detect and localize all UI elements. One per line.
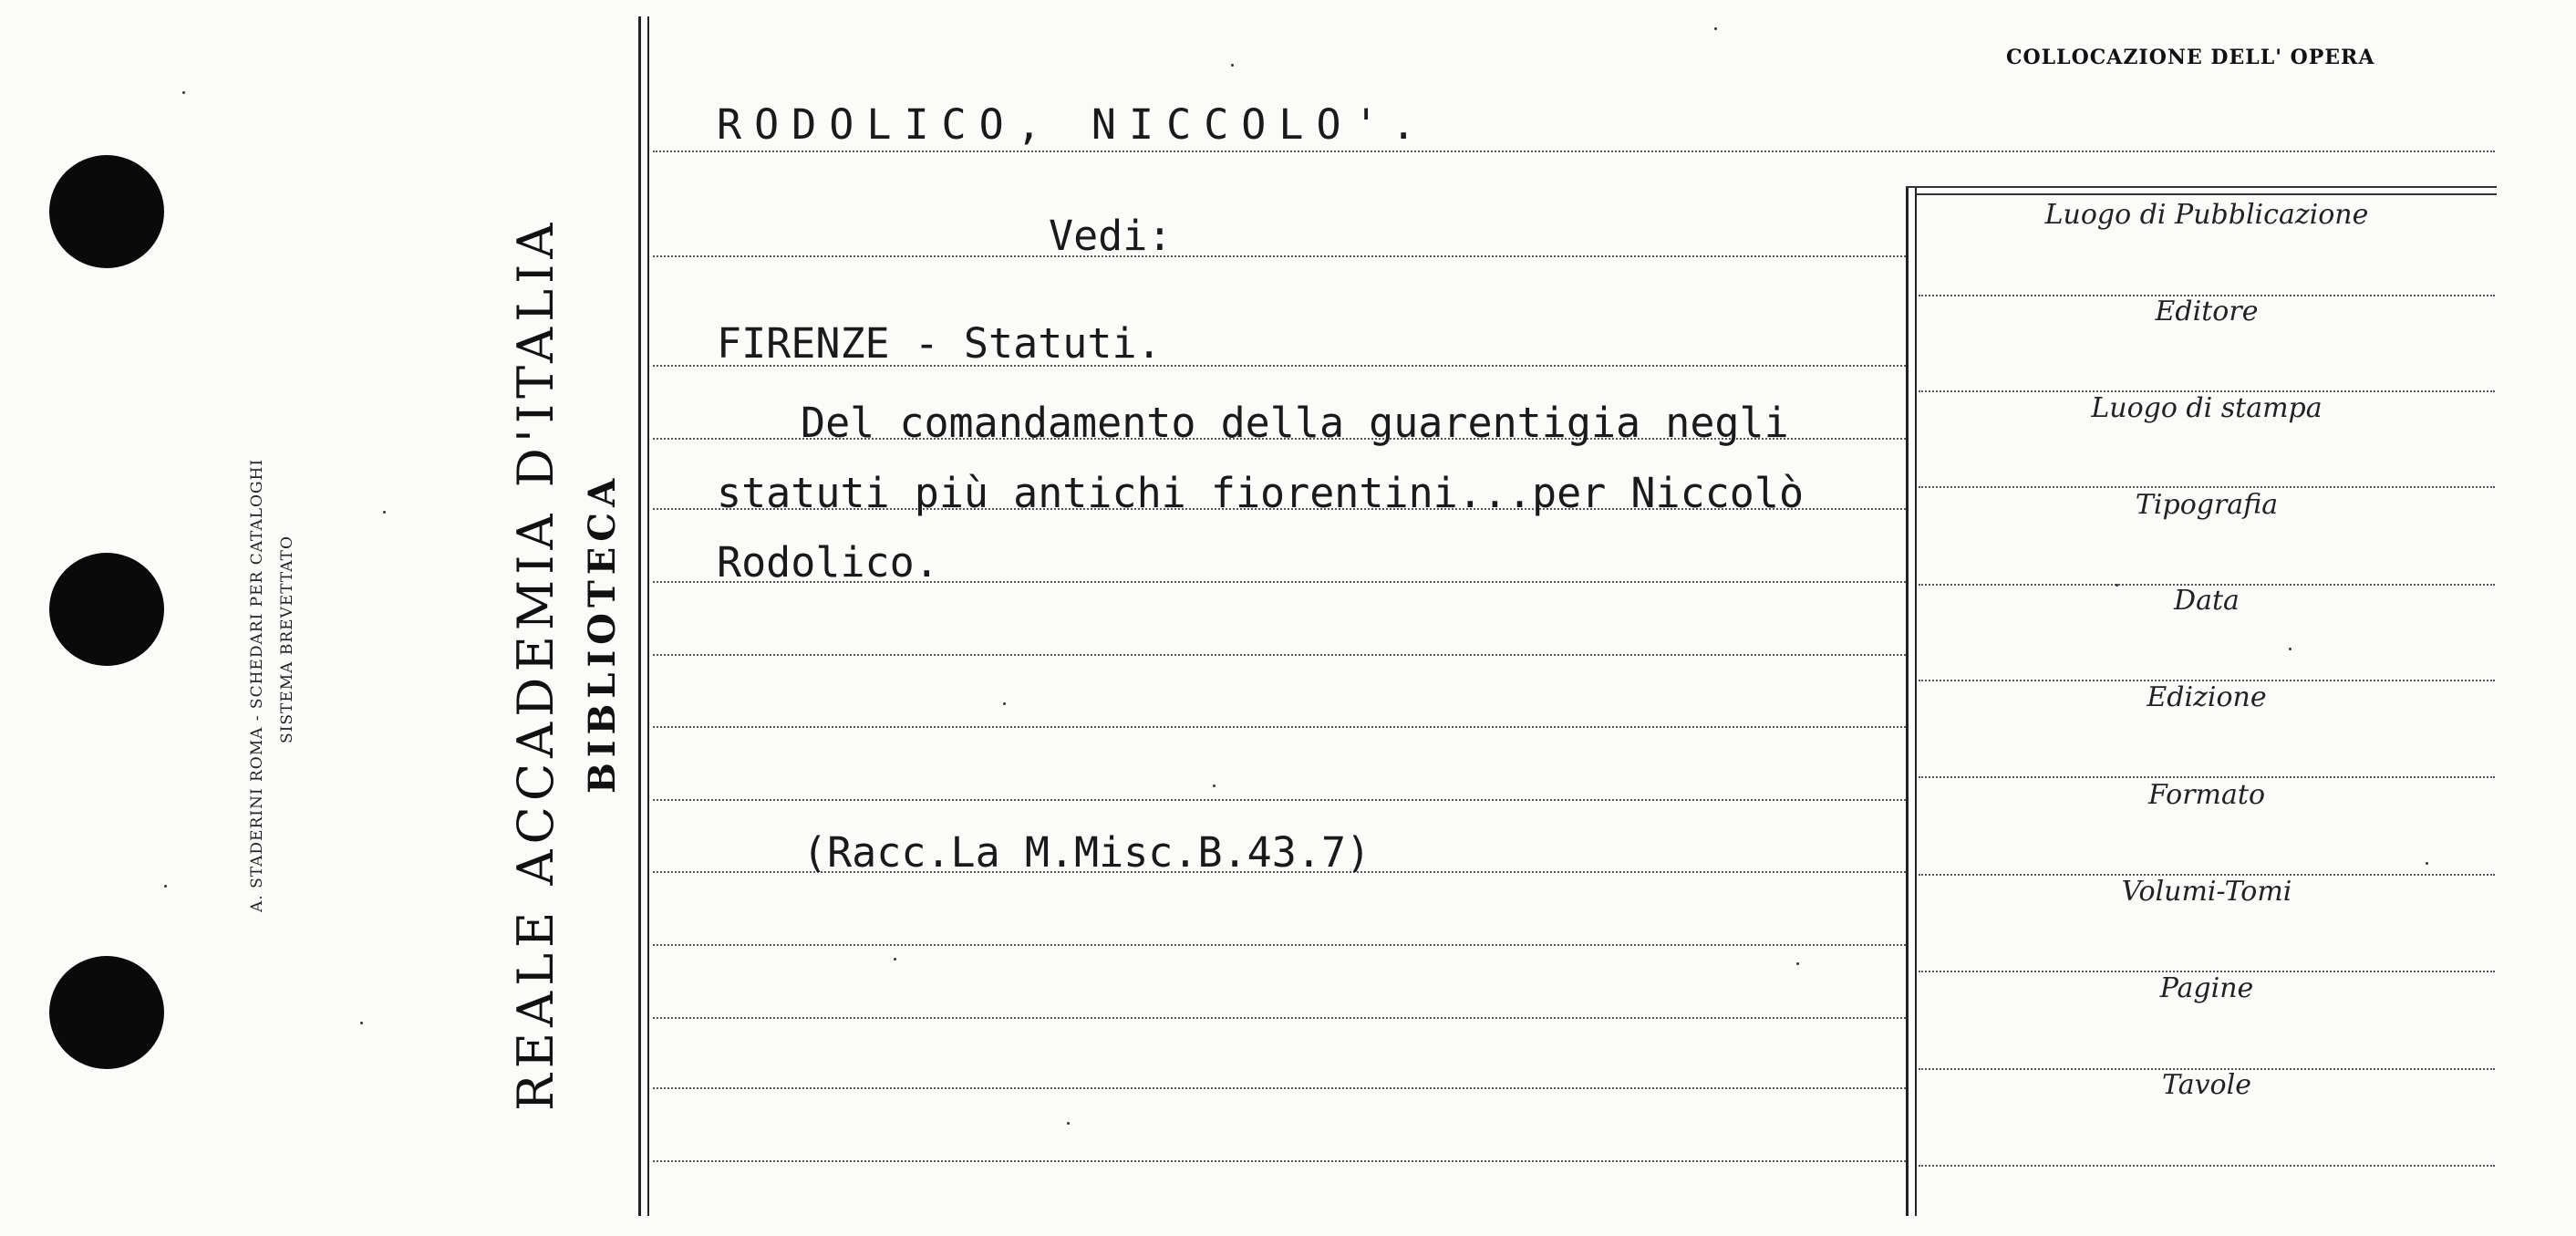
- scan-speck: [182, 91, 185, 94]
- scan-speck: [1231, 64, 1234, 67]
- field-pages: Pagine: [2159, 972, 2254, 1004]
- ruled-line: [653, 1087, 1906, 1089]
- scan-speck: [2289, 648, 2292, 650]
- ruled-line: [653, 1160, 1906, 1162]
- ruled-line: [653, 654, 1906, 656]
- institution-name: REALE ACCADEMIA D'ITALIA: [507, 217, 564, 1111]
- header-line: [653, 151, 2495, 152]
- scan-speck: [2426, 862, 2428, 865]
- scan-speck: [1003, 702, 1006, 705]
- ruled-line: [653, 799, 1906, 801]
- field-line: [1919, 776, 2495, 778]
- scan-speck: [1796, 962, 1799, 965]
- field-edition: Edizione: [2147, 681, 2267, 713]
- subject-heading: FIRENZE - Statuti.: [717, 319, 1162, 368]
- shelfmark: (Racc.La M.Misc.B.43.7): [802, 828, 1371, 877]
- scan-speck: [1714, 27, 1717, 30]
- field-place-of-printing: Luogo di stampa: [2091, 392, 2323, 424]
- field-line: [1919, 1165, 2495, 1167]
- title-line-1: Del comandamento della guarentigia negli: [801, 399, 1789, 447]
- punch-hole-bottom: [49, 956, 164, 1069]
- scan-speck: [164, 885, 167, 888]
- field-place-of-publication: Luogo di Pubblicazione: [2044, 199, 2369, 231]
- scan-speck: [383, 511, 386, 514]
- field-printer: Tipografia: [2135, 489, 2279, 521]
- printer-imprint-line1: A. STADERINI ROMA - SCHEDARI PER CATALOGHI: [248, 458, 266, 912]
- field-publisher: Editore: [2155, 296, 2259, 327]
- scan-speck: [894, 958, 896, 961]
- title-line-2: statuti più antichi fiorentini...per Niccolò: [717, 469, 1805, 517]
- field-plates: Tavole: [2162, 1069, 2251, 1101]
- left-double-rule-a: [638, 16, 641, 1216]
- fields-column-rule-a: [1906, 187, 1909, 1216]
- field-volumes: Volumi-Tomi: [2121, 876, 2292, 908]
- see-reference-label: Vedi:: [1049, 212, 1173, 260]
- ruled-line: [653, 944, 1906, 946]
- ruled-line: [653, 255, 1906, 257]
- library-name: BIBLIOTECA: [581, 473, 624, 794]
- scan-speck: [2116, 584, 2118, 587]
- field-format: Formato: [2147, 779, 2266, 811]
- field-line: [1919, 486, 2495, 488]
- scan-speck: [360, 1022, 363, 1024]
- title-line-3: Rodolico.: [717, 538, 939, 587]
- collocation-label: COLLOCAZIONE DELL' OPERA: [2006, 46, 2375, 69]
- field-date: Data: [2174, 585, 2240, 617]
- left-double-rule-b: [647, 16, 649, 1216]
- punch-hole-top: [49, 155, 164, 268]
- scan-speck: [1067, 1122, 1070, 1125]
- ruled-line: [653, 1017, 1906, 1019]
- ruled-line: [653, 726, 1906, 728]
- punch-hole-middle: [49, 553, 164, 666]
- scan-speck: [1213, 784, 1216, 787]
- fields-box-top-b: [1917, 193, 2497, 195]
- author-heading: RODOLICO, NICCOLO'.: [717, 100, 1429, 149]
- fields-box-top-a: [1906, 186, 2497, 188]
- printer-imprint-line2: SISTEMA BREVETTATO: [278, 535, 296, 743]
